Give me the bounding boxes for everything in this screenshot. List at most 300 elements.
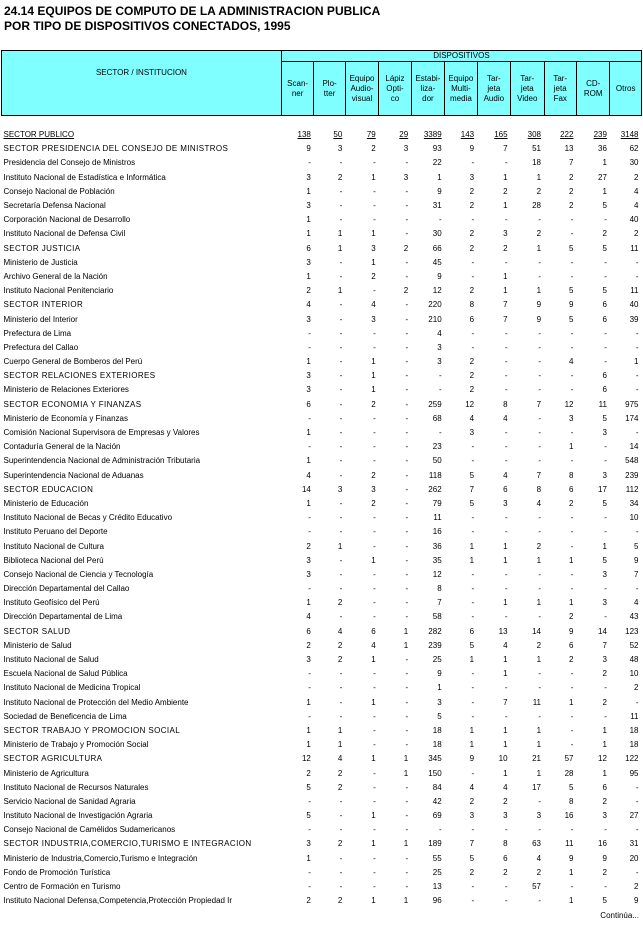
table-cell: 2 xyxy=(371,399,376,409)
table-title xyxy=(4,4,380,34)
table-cell: 3 xyxy=(503,498,508,508)
table-cell: - xyxy=(308,669,311,679)
table-row xyxy=(2,454,642,468)
table-row xyxy=(2,596,642,610)
table-cell xyxy=(511,116,544,129)
table-cell: 4 xyxy=(634,598,639,608)
table-cell: - xyxy=(604,683,607,693)
table-cell: 1 xyxy=(569,697,574,707)
table-cell: - xyxy=(504,569,508,579)
table-cell: 210 xyxy=(428,314,442,324)
table-cell: 55 xyxy=(432,853,442,863)
table-cell: 1 xyxy=(337,229,343,239)
table-cell: 1 xyxy=(306,598,311,608)
table-cell: - xyxy=(438,385,442,395)
table-row xyxy=(2,312,642,326)
table-cell: 3 xyxy=(602,569,607,579)
table-cell: - xyxy=(339,867,343,877)
table-cell: - xyxy=(504,896,508,906)
table-cell: - xyxy=(570,882,574,892)
table-cell: 1 xyxy=(602,541,607,551)
table-cell: 4 xyxy=(306,300,311,310)
table-cell: - xyxy=(504,342,508,352)
table-cell: - xyxy=(405,541,409,551)
table-cell: - xyxy=(339,314,343,324)
table-cell: 3 xyxy=(469,428,475,438)
table-cell: 6 xyxy=(602,314,607,324)
table-row xyxy=(2,497,642,511)
table-cell: - xyxy=(308,513,311,523)
table-cell: 17 xyxy=(532,782,542,792)
table-cell: - xyxy=(471,158,475,168)
table-cell: 1 xyxy=(306,186,311,196)
table-row xyxy=(2,440,642,454)
table-cell: 1 xyxy=(536,740,542,750)
table-cell: 13 xyxy=(498,626,508,636)
table-cell: 8 xyxy=(536,484,542,494)
table-cell: 12 xyxy=(432,286,442,296)
table-cell: 7 xyxy=(503,697,508,707)
table-cell: - xyxy=(538,513,542,523)
table-cell: - xyxy=(471,569,475,579)
table-row xyxy=(2,355,642,369)
institution-name: Instituto Nacional Penitenciario xyxy=(3,286,114,296)
table-cell: - xyxy=(471,896,475,906)
institution-name: Superintendencia Nacional de Administración Tributaria xyxy=(3,456,201,466)
table-cell: 1 xyxy=(306,215,311,225)
table-cell: 28 xyxy=(532,201,542,211)
table-cell: - xyxy=(635,697,639,707)
table-cell: 3 xyxy=(306,257,311,267)
table-cell: 10 xyxy=(629,513,639,523)
institution-name: SECTOR JUSTICIA xyxy=(3,243,81,253)
table-cell: - xyxy=(604,513,607,523)
table-cell: 2 xyxy=(371,498,376,508)
table-row xyxy=(2,681,642,695)
table-cell: 1 xyxy=(337,740,343,750)
table-cell: 308 xyxy=(527,130,542,140)
table-cell: 6 xyxy=(569,640,574,650)
table-cell: 9 xyxy=(469,754,475,764)
column-header xyxy=(477,62,510,116)
table-cell: 1 xyxy=(503,669,508,679)
table-cell: 220 xyxy=(428,300,442,310)
table-cell: 12 xyxy=(564,399,574,409)
table-cell: - xyxy=(471,328,475,338)
table-cell: - xyxy=(373,569,376,579)
table-cell: - xyxy=(373,342,376,352)
institution-name: Ministerio de Salud xyxy=(3,640,72,650)
table-cell: - xyxy=(635,385,639,395)
table-cell: 25 xyxy=(432,867,442,877)
table-cell: - xyxy=(604,357,607,367)
institution-name: Dirección Departamental de Lima xyxy=(3,612,123,622)
institution-name: SECTOR AGRICULTURA xyxy=(3,754,103,764)
table-cell: 20 xyxy=(629,853,639,863)
table-cell: 10 xyxy=(629,669,639,679)
column-header-line: Fax xyxy=(553,93,567,103)
table-row xyxy=(2,539,642,553)
institution-name: Instituto Nacional Defensa,Competencia,Protección Propiedad Ir xyxy=(3,896,233,906)
table-cell: 259 xyxy=(428,399,442,409)
table-cell: 11 xyxy=(565,839,574,849)
table-cell: - xyxy=(405,357,409,367)
table-cell: - xyxy=(405,257,409,267)
dispositivos-header: DISPOSITIVOS xyxy=(281,51,641,62)
table-cell: 6 xyxy=(306,626,311,636)
table-cell: 1 xyxy=(371,357,376,367)
table-cell: - xyxy=(405,470,409,480)
table-cell: - xyxy=(538,385,542,395)
title-line-1: 24.14 EQUIPOS DE COMPUTO DE LA ADMINISTRACION PUBLICA xyxy=(4,4,381,18)
table-cell: 282 xyxy=(428,626,442,636)
table-row xyxy=(2,369,642,383)
table-cell: 63 xyxy=(532,839,542,849)
table-cell: - xyxy=(538,413,542,423)
column-header xyxy=(511,62,544,116)
table-cell: 1 xyxy=(569,896,574,906)
table-cell: 68 xyxy=(432,413,442,423)
table-cell: 1 xyxy=(569,555,574,565)
table-cell: - xyxy=(471,215,475,225)
table-cell: 1 xyxy=(536,172,542,182)
table-row xyxy=(2,128,642,142)
table-cell: 69 xyxy=(432,811,442,821)
table-cell: 5 xyxy=(569,314,574,324)
table-cell: 2 xyxy=(306,640,311,650)
table-cell: - xyxy=(373,527,376,537)
table-cell: 3 xyxy=(306,371,311,381)
table-cell: 36 xyxy=(598,144,607,154)
table-cell: 8 xyxy=(503,839,508,849)
table-cell: 122 xyxy=(625,754,639,764)
table-cell: - xyxy=(570,328,574,338)
table-cell: 11 xyxy=(630,711,639,721)
table-cell: - xyxy=(339,527,343,537)
table-cell: 3 xyxy=(469,172,475,182)
table-cell: - xyxy=(471,825,475,835)
column-header-line: liza- xyxy=(420,83,436,93)
table-cell: 79 xyxy=(432,498,442,508)
table-cell: 7 xyxy=(503,314,508,324)
table-cell: 3 xyxy=(306,655,311,665)
table-cell: 1 xyxy=(569,867,574,877)
table-cell: - xyxy=(405,158,409,168)
table-cell: - xyxy=(405,867,409,877)
table-cell: 11 xyxy=(630,243,639,253)
table-cell: - xyxy=(373,598,376,608)
table-cell: 1 xyxy=(503,725,508,735)
table-cell: 2 xyxy=(337,172,343,182)
column-header-line: jeta xyxy=(487,83,501,93)
table-cell: - xyxy=(405,413,409,423)
table-row xyxy=(2,298,642,312)
table-cell: - xyxy=(538,825,542,835)
table-cell xyxy=(281,116,313,129)
table-cell: 1 xyxy=(469,725,475,735)
table-cell: - xyxy=(471,513,475,523)
table-cell: 4 xyxy=(634,186,639,196)
table-cell: - xyxy=(373,882,376,892)
table-cell: 1 xyxy=(306,697,311,707)
institution-name: Centro de Formación en Turismo xyxy=(3,882,121,892)
column-header-line: Tar- xyxy=(553,73,568,83)
table-cell: 2 xyxy=(503,186,508,196)
table-cell xyxy=(345,116,378,129)
table-cell: - xyxy=(373,683,376,693)
table-cell: 4 xyxy=(371,640,376,650)
table-cell: 1 xyxy=(503,740,508,750)
table-cell: 3 xyxy=(503,811,508,821)
table-cell: - xyxy=(570,385,574,395)
column-header-line: Opti- xyxy=(386,83,404,93)
table-cell: 5 xyxy=(306,811,311,821)
table-cell: - xyxy=(471,527,475,537)
table-cell: 27 xyxy=(629,811,639,821)
table-cell: 1 xyxy=(503,201,508,211)
table-cell: 4 xyxy=(634,201,639,211)
table-cell: 95 xyxy=(629,768,639,778)
table-cell: - xyxy=(438,825,442,835)
table-cell: 4 xyxy=(536,853,542,863)
table-cell: 4 xyxy=(469,782,475,792)
table-cell: 1 xyxy=(306,428,311,438)
table-cell: 4 xyxy=(503,470,508,480)
table-cell: 2 xyxy=(503,867,508,877)
table-cell: 1 xyxy=(403,839,409,849)
institution-name: Sociedad de Beneficencia de Lima xyxy=(3,711,127,721)
table-cell: 4 xyxy=(569,357,574,367)
table-cell: - xyxy=(339,811,343,821)
table-cell: - xyxy=(339,428,343,438)
table-cell: 3 xyxy=(503,229,508,239)
table-row xyxy=(2,412,642,426)
institution-name: Presidencia del Consejo de Ministros xyxy=(3,158,136,168)
institution-name: Escuela Nacional de Salud Pública xyxy=(3,669,128,679)
column-header-line: Audio- xyxy=(350,83,374,93)
table-cell: 3 xyxy=(371,484,376,494)
table-cell: 5 xyxy=(469,640,475,650)
institution-name: Secretaría Defensa Nacional xyxy=(3,201,106,211)
table-cell: 1 xyxy=(306,740,311,750)
table-cell: 975 xyxy=(625,399,639,409)
table-cell: - xyxy=(604,612,607,622)
table-cell: - xyxy=(471,257,475,267)
table-cell: 1 xyxy=(306,456,311,466)
institution-name: Instituto Geofísico del Perú xyxy=(3,598,100,608)
table-cell: 1 xyxy=(536,768,542,778)
table-cell: 6 xyxy=(602,782,607,792)
table-cell: - xyxy=(604,825,607,835)
table-cell: - xyxy=(405,796,409,806)
table-row xyxy=(2,610,642,624)
table-cell: 1 xyxy=(403,768,409,778)
table-cell: - xyxy=(405,655,409,665)
table-cell: 18 xyxy=(432,740,442,750)
table-cell: 3 xyxy=(602,655,607,665)
table-row xyxy=(2,270,642,284)
table-cell: 1 xyxy=(536,286,542,296)
table-cell: - xyxy=(635,527,639,537)
table-cell: 79 xyxy=(366,130,376,140)
institution-name: SECTOR PRESIDENCIA DEL CONSEJO DE MINISTROS xyxy=(3,144,229,154)
table-cell: 8 xyxy=(437,584,442,594)
table-cell: 5 xyxy=(602,555,607,565)
table-cell: 1 xyxy=(403,640,409,650)
table-body xyxy=(2,116,642,909)
table-cell: - xyxy=(635,584,639,594)
table-cell: 3148 xyxy=(620,130,639,140)
table-cell: - xyxy=(538,456,542,466)
table-cell: - xyxy=(405,513,409,523)
table-cell: 14 xyxy=(629,442,639,452)
table-cell: 2 xyxy=(371,271,376,281)
table-cell: 3 xyxy=(469,811,475,821)
table-cell: 2 xyxy=(503,243,508,253)
table-cell: 6 xyxy=(306,399,311,409)
table-cell: 1 xyxy=(306,498,311,508)
table-cell: - xyxy=(570,428,574,438)
table-cell: 2 xyxy=(469,867,475,877)
table-cell: 6 xyxy=(503,853,508,863)
table-cell: - xyxy=(504,328,508,338)
table-cell: - xyxy=(405,882,409,892)
table-cell: 5 xyxy=(569,286,574,296)
table-row xyxy=(2,483,642,497)
table-cell: 2 xyxy=(371,470,376,480)
table-cell: - xyxy=(538,215,542,225)
institution-name: Consejo Nacional de Camélidos Sudamericanos xyxy=(3,825,176,835)
table-cell: 22 xyxy=(432,158,442,168)
table-cell: 2 xyxy=(469,186,475,196)
table-cell: - xyxy=(504,456,508,466)
table-cell: 2 xyxy=(469,371,475,381)
table-cell: 3 xyxy=(602,811,607,821)
table-cell: - xyxy=(504,215,508,225)
table-row xyxy=(2,724,642,738)
table-cell: 165 xyxy=(494,130,508,140)
table-cell: 1 xyxy=(337,243,343,253)
table-cell: - xyxy=(373,796,376,806)
table-cell: - xyxy=(471,442,475,452)
table-cell: - xyxy=(570,825,574,835)
table-cell: - xyxy=(339,697,343,707)
table-cell: - xyxy=(471,882,475,892)
table-cell: - xyxy=(308,342,311,352)
table-row xyxy=(2,795,642,809)
table-cell: 1 xyxy=(569,598,574,608)
table-cell: - xyxy=(570,669,574,679)
table-cell: 1 xyxy=(503,555,508,565)
table-cell: 3389 xyxy=(423,130,442,140)
institution-name: Superintendencia Nacional de Aduanas xyxy=(3,470,144,480)
institution-name: Instituto Nacional de Medicina Tropical xyxy=(3,683,141,693)
table-cell: - xyxy=(538,711,542,721)
table-cell: 51 xyxy=(532,144,542,154)
table-cell: - xyxy=(538,527,542,537)
table-cell: 2 xyxy=(536,186,542,196)
institution-name: Instituto Nacional de Becas y Crédito Educativo xyxy=(3,513,173,523)
table-cell: 39 xyxy=(629,314,639,324)
institution-name: Ministerio del Interior xyxy=(3,314,78,324)
table-cell: 138 xyxy=(297,130,311,140)
column-header xyxy=(411,62,444,116)
table-cell: 8 xyxy=(569,470,574,480)
spacer-row xyxy=(2,116,642,129)
table-cell: 3 xyxy=(306,555,311,565)
table-cell: - xyxy=(405,697,409,707)
table-cell: 1 xyxy=(503,768,508,778)
table-cell: 1 xyxy=(469,555,475,565)
table-cell: - xyxy=(308,527,311,537)
table-cell: 1 xyxy=(602,186,607,196)
table-cell: - xyxy=(504,527,508,537)
table-cell: - xyxy=(504,612,508,622)
table-cell: - xyxy=(373,711,376,721)
table-row xyxy=(2,696,642,710)
column-header-line: Scan- xyxy=(287,78,309,88)
table-cell: 2 xyxy=(536,541,542,551)
table-cell: 28 xyxy=(564,768,574,778)
table-cell: 6 xyxy=(306,243,311,253)
table-cell: - xyxy=(373,456,376,466)
table-cell: 1 xyxy=(503,541,508,551)
table-cell: - xyxy=(308,882,311,892)
table-cell: - xyxy=(570,683,574,693)
table-cell: 4 xyxy=(469,413,475,423)
table-cell: 1 xyxy=(536,725,542,735)
table-cell: - xyxy=(471,612,475,622)
table-cell: - xyxy=(373,286,376,296)
institution-name: Comisión Nacional Supervisora de Empresas y Valores xyxy=(3,428,200,438)
table-cell: 11 xyxy=(598,399,607,409)
table-cell: - xyxy=(339,385,343,395)
table-cell: 150 xyxy=(428,768,442,778)
table-cell: - xyxy=(405,186,409,196)
table-cell: - xyxy=(635,867,639,877)
institution-name: Ministerio de Agricultura xyxy=(3,768,89,778)
table-cell: 112 xyxy=(625,484,639,494)
table-cell: - xyxy=(339,513,343,523)
column-header-line: media xyxy=(449,93,472,103)
table-cell: 11 xyxy=(630,286,639,296)
table-cell: - xyxy=(373,413,376,423)
table-cell: - xyxy=(570,271,574,281)
table-cell: 1 xyxy=(371,839,376,849)
table-row xyxy=(2,823,642,837)
table-cell: 5 xyxy=(602,286,607,296)
table-cell: - xyxy=(471,697,475,707)
table-cell: 4 xyxy=(371,300,376,310)
table-cell: 17 xyxy=(598,484,607,494)
table-cell: - xyxy=(504,711,508,721)
table-cell: - xyxy=(471,584,475,594)
table-cell: - xyxy=(405,229,409,239)
table-cell: 30 xyxy=(629,158,639,168)
table-cell: 9 xyxy=(437,669,442,679)
table-cell: 12 xyxy=(432,569,442,579)
table-row xyxy=(2,469,642,483)
table-cell: - xyxy=(504,357,508,367)
institution-name: SECTOR SALUD xyxy=(3,626,71,636)
table-cell: - xyxy=(339,470,343,480)
table-cell: - xyxy=(570,725,574,735)
table-cell: - xyxy=(604,442,607,452)
table-cell: 1 xyxy=(306,725,311,735)
institution-name: Corporación Nacional de Desarrollo xyxy=(3,215,131,225)
table-cell: 5 xyxy=(602,896,607,906)
table-cell: 345 xyxy=(428,754,442,764)
